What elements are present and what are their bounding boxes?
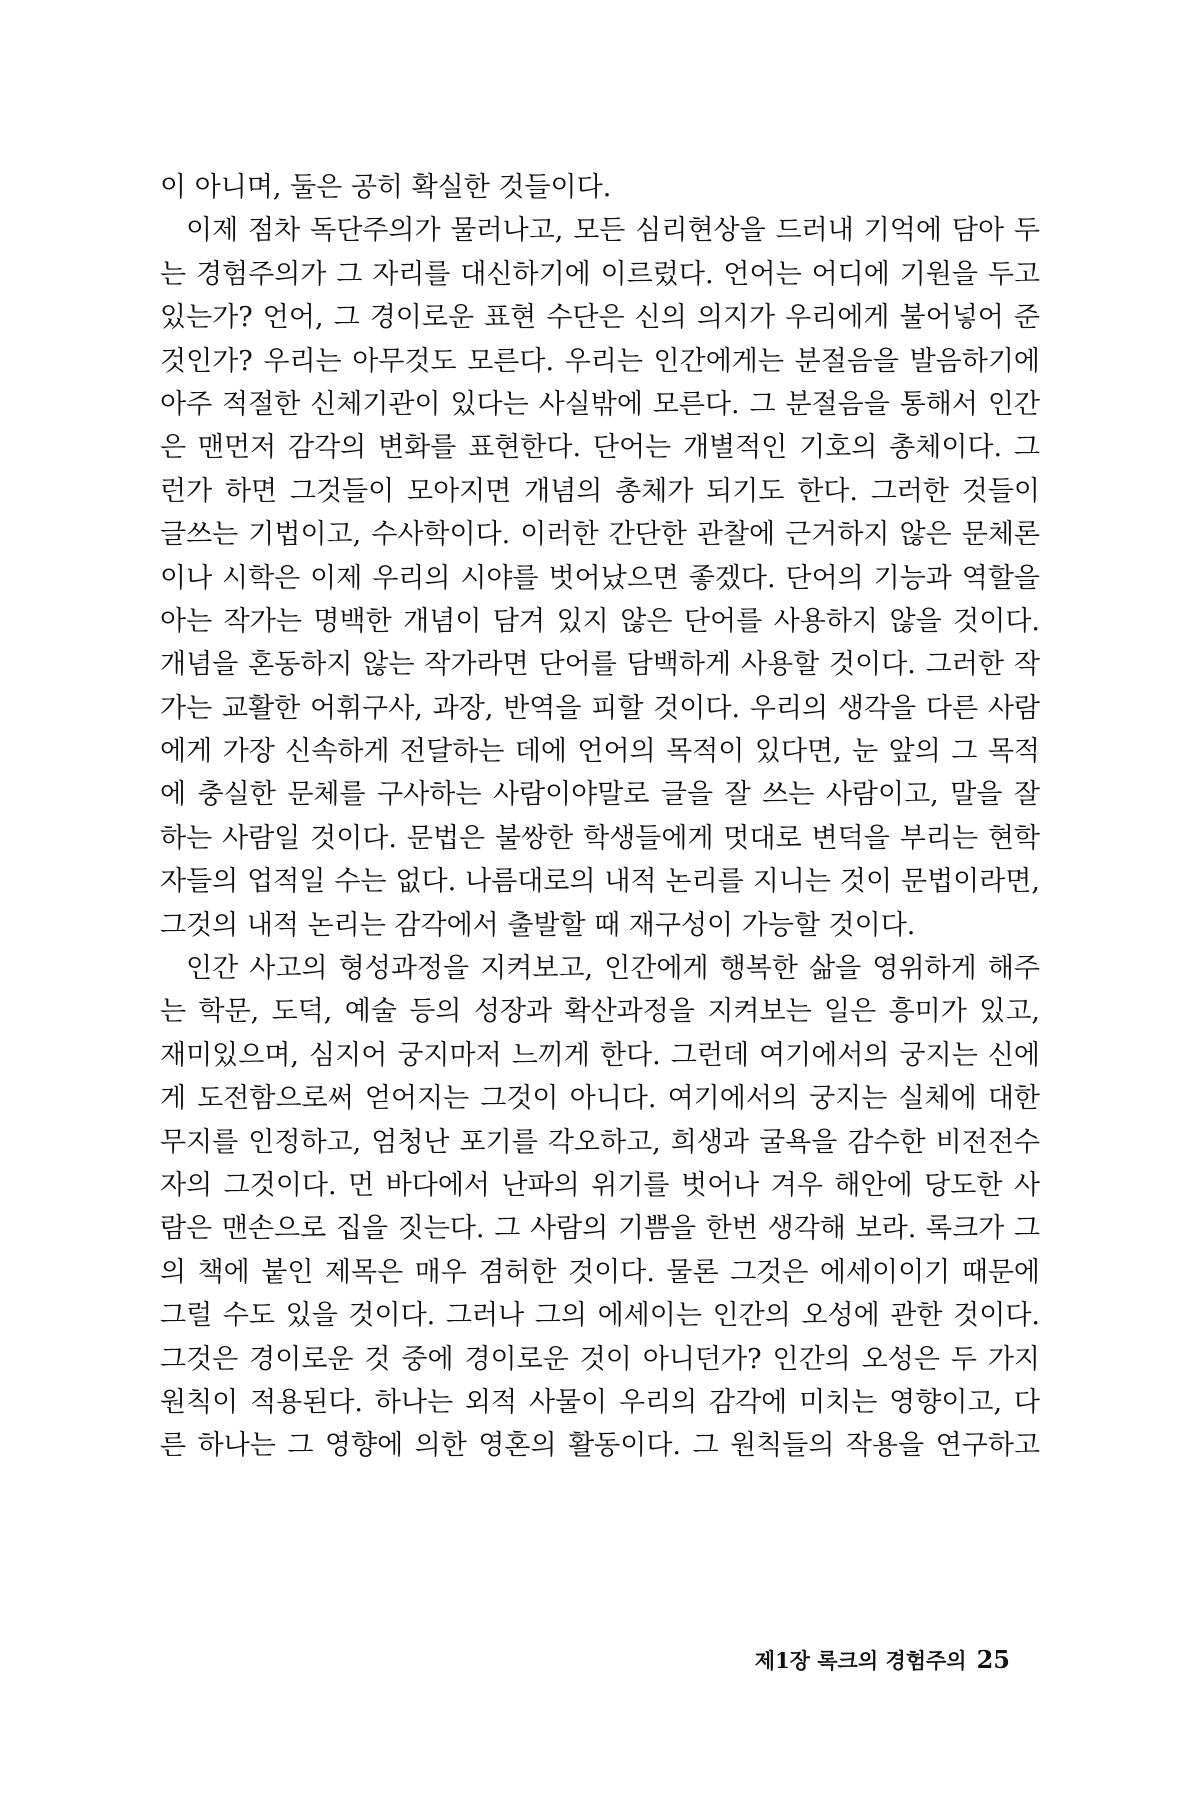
running-head: 제1장 록크의 경험주의: [754, 1648, 967, 1673]
paragraph-start-line: 이제 점차 독단주의가 물러나고, 모든 심리현상을 드러내 기억에 담아 두: [186, 215, 1040, 247]
text-line: 아는 작가는 명백한 개념이 담겨 있지 않은 단어를 사용하지 않을 것이다.: [160, 605, 1040, 637]
text-line: 것인가? 우리는 아무것도 모른다. 우리는 인간에게는 분절음을 발음하기에: [160, 345, 1040, 377]
text-line: 에게 가장 신속하게 전달하는 데에 언어의 목적이 있다면, 눈 앞의 그 목적: [160, 736, 1040, 768]
text-line: 있는가? 언어, 그 경이로운 표현 수단은 신의 의지가 우리에게 불어넣어 준: [160, 302, 1040, 334]
text-line: 원칙이 적용된다. 하나는 외적 사물이 우리의 감각에 미치는 영향이고, 다: [160, 1386, 1040, 1418]
page-footer: [755, 1645, 1010, 1675]
text-line: 글쓰는 기법이고, 수사학이다. 이러한 간단한 관찰에 근거하지 않은 문체론: [160, 519, 1040, 551]
text-line: 그것은 경이로운 것 중에 경이로운 것이 아니던가? 인간의 오성은 두 가지: [160, 1343, 1040, 1375]
text-line: 에 충실한 문체를 구사하는 사람이야말로 글을 잘 쓰는 사람이고, 말을 잘: [160, 779, 1040, 811]
text-line: 그럴 수도 있을 것이다. 그러나 그의 에세이는 인간의 오성에 관한 것이다.: [160, 1300, 1040, 1332]
text-line: 이 아니며, 둘은 공히 확실한 것들이다.: [160, 172, 612, 203]
text-line: 하는 사람일 것이다. 문법은 불쌍한 학생들에게 멋대로 변덕을 부리는 현학: [160, 822, 1040, 854]
text-line: 런가 하면 그것들이 모아지면 개념의 총체가 되기도 한다. 그러한 것들이: [160, 475, 1040, 507]
text-line: 무지를 인정하고, 엄청난 포기를 각오하고, 희생과 굴욕을 감수한 비전전수: [160, 1126, 1040, 1158]
paragraph-start-line: 인간 사고의 형성과정을 지켜보고, 인간에게 행복한 삶을 영위하게 해주: [186, 953, 1040, 985]
body-text: [160, 166, 1040, 1468]
text-line: 이나 시학은 이제 우리의 시야를 벗어났으면 좋겠다. 단어의 기능과 역할을: [160, 562, 1040, 594]
text-line: 재미있으며, 심지어 궁지마저 느끼게 한다. 그런데 여기에서의 궁지는 신에: [160, 1039, 1040, 1071]
text-line: 개념을 혼동하지 않는 작가라면 단어를 담백하게 사용할 것이다. 그러한 작: [160, 649, 1040, 681]
text-line: 른 하나는 그 영향에 의한 영혼의 활동이다. 그 원칙들의 작용을 연구하고: [160, 1430, 1040, 1462]
text-line: 은 맨먼저 감각의 변화를 표현한다. 단어는 개별적인 기호의 총체이다. 그: [160, 432, 1040, 464]
text-line: 게 도전함으로써 얻어지는 그것이 아니다. 여기에서의 궁지는 실체에 대한: [160, 1083, 1040, 1115]
text-line: 의 책에 붙인 제목은 매우 겸허한 것이다. 물론 그것은 에세이이기 때문에: [160, 1256, 1040, 1288]
text-line: 는 학문, 도덕, 예술 등의 성장과 확산과정을 지켜보는 일은 흥미가 있고,: [160, 996, 1040, 1028]
text-line: 자의 그것이다. 먼 바다에서 난파의 위기를 벗어나 겨우 해안에 당도한 사: [160, 1169, 1040, 1201]
text-line: 아주 적절한 신체기관이 있다는 사실밖에 모른다. 그 분절음을 통해서 인간: [160, 388, 1040, 420]
text-line: 는 경험주의가 그 자리를 대신하기에 이르렀다. 언어는 어디에 기원을 두고: [160, 258, 1040, 290]
text-line: 자들의 업적일 수는 없다. 나름대로의 내적 논리를 지니는 것이 문법이라면,: [160, 866, 1040, 898]
text-line: 람은 맨손으로 집을 짓는다. 그 사람의 기쁨을 한번 생각해 보라. 록크가 그: [160, 1213, 1040, 1245]
text-line: 가는 교활한 어휘구사, 과장, 반역을 피할 것이다. 우리의 생각을 다른 사람: [160, 692, 1040, 724]
text-line: 그것의 내적 논리는 감각에서 출발할 때 재구성이 가능할 것이다.: [160, 909, 916, 941]
page-number: 25: [976, 1645, 1010, 1674]
